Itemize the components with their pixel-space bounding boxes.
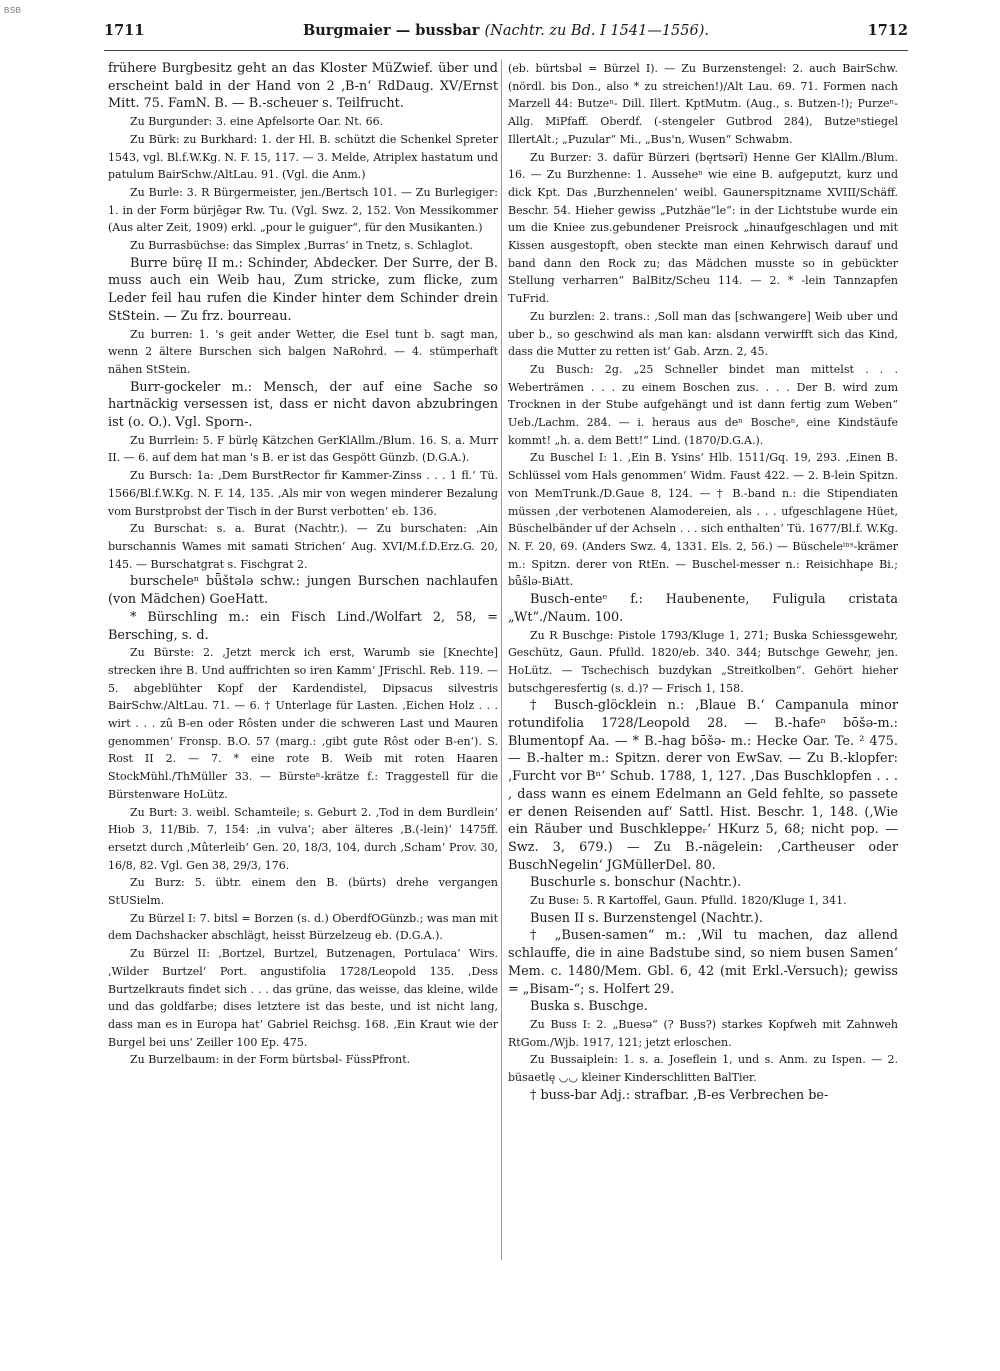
dictionary-entry: Zu Burrlein: 5. F bürlę Kätzchen GerKlAllm./Blum. 16. S. a. Murr II. — 6. auf dem hat man 's B. er ist das Gespött Günzb. (D.G.A.). bbox=[108, 433, 498, 465]
library-stamp: BSB bbox=[4, 6, 22, 15]
dictionary-entry: Zu Bürste: 2. ‚Jetzt merck ich erst, Warumb sie [Knechte] strecken ihre B. Und auffrichten so iren Kamm‘ JFrischl. Reb. 119. — 5. abgeblühter Kopf der Kardendistel, Dipsacus silvestris BairSchw./AltLau. 71. — 6. † Unterlage für Lasten. ‚Eichen Holz . . . wirt . . . zû B-en oder Rôsten under die schweren Last und Mauren genommen‘ Fronsp. B.O. 57 (marg.: ‚gibt gute Rôst oder B-en‘). S. Rost II 2. — 7. * eine rote B. Weib mit roten Haaren StockMühl./ThMüller 33. — Bürsteⁿ-krätze f.: Traggestell für die Bürstenware HoLütz. bbox=[108, 646, 498, 801]
column-divider bbox=[501, 60, 502, 1260]
running-title-main: Burgmaier — bussbar bbox=[302, 22, 480, 39]
dictionary-entry: burscheleⁿ bǖštələ schw.: jungen Burschen nachlaufen (von Mädchen) GoeHatt. bbox=[108, 574, 498, 608]
dictionary-entry: Busen II s. Burzenstengel (Nachtr.). bbox=[530, 910, 763, 926]
dictionary-entry: Zu Burt: 3. weibl. Schamteile; s. Geburt 2. ‚Tod in dem Burdlein‘ Hiob 3, 11/Bib. 7, 154: ‚in vulva‘; aber älteres ‚B.(-lein)‘ 1475ff. ersetzt durch ‚Mûterleib‘ Gen. 20, 18/3, 104, durch ‚Scham‘ Prov. 30, 16/8, 82. Vgl. Gen 38, 29/3, 176. bbox=[108, 805, 498, 872]
dictionary-entry: † Busch-glöcklein n.: ‚Blaue B.‘ Campanula minor rotundifolia 1728/Leopold 28. — B.-hafeⁿ bōšə-m.: Blumentopf Aa. — * B.-hag bōšə- m.: Hecke Oar. Te. ² 475. — B.-halter m.: Spitzn. derer von EwSav. — Zu B.-klopfer: ‚Furcht vor Bⁿ‘ Schub. 1788, 1, 127. ‚Das Buschklopfen . . . , dass wann es einem Edelmann an Geld fehlte, so passete er denen Reisenden auf‘ Sattl. Hist. Beschr. 1, 148. (‚Wie ein Räuber und Buschkleppeᵣ‘ HKurz 5, 68; nicht pop. — Swz. 3, 679.) — Zu B.-nägelein: ‚Cartheuser oder BuschNegelin‘ JGMüllerDel. 80. bbox=[508, 698, 898, 873]
dictionary-entry: Zu Burzer: 3. dafür Bürzeri (bęrtsərī) Henne Ger KlAllm./Blum. 16. — Zu Burzhenne: 1. Ausseheⁿ wie eine B. aufgeputzt, kurz und dick Kpt. Das ‚Burzhennelen‘ weibl. Gaunerspitzname XVIII/Schäff. Beschr. 54. Hieher gewiss „Putzhäe“le“: in der Lichtstube wurde ein um die Kniee zus.gebundener Preisrock „hinaufgeschlagen und mit Kissen ausgestopft, oben steckte man einen Kehrwisch darauf und band dann den Rock zu; das Mädchen musste so in gebückter Stellung verharren“ BalBitz/Scheu 114. — 2. * -lein Tannzapfen TuFrid. bbox=[508, 150, 898, 306]
dictionary-entry: Zu Burz: 5. übtr. einem den B. (bürts) drehe vergangen StUSielm. bbox=[108, 876, 498, 908]
dictionary-entry: Burre bürę II m.: Schinder, Abdecker. Der Surre, der B. muss auch ein Weib hau, Zum stricke, zum flicke, zum Leder feil hau rufen die Kinder hinter dem Schinder drein StStein. — Zu frz. bourreau. bbox=[108, 255, 498, 324]
left-column bbox=[108, 60, 498, 1069]
page-number-left: 1711 bbox=[104, 22, 145, 39]
dictionary-entry: Zu Burschat: s. a. Burat (Nachtr.). — Zu burschaten: ‚Ain burschannis Wames mit samati Strichen‘ Aug. XVI/M.f.D.Erz.G. 20, 145. — Burschatgrat s. Fischgrat 2. bbox=[108, 522, 498, 571]
dictionary-entry: Zu Buschel I: 1. ‚Ein B. Ysins‘ Hlb. 1511/Gq. 19, 293. ‚Einen B. Schlüssel vom Hals genommen‘ Widm. Faust 422. — 2. B-lein Spitzn. von MemTrunk./D.Gaue 8, 124. — † B.-band n.: die Stipendiaten müssen ‚der verbotenen Alamodereien, als . . . ufgeschlagene Hüet, Büschelbänder uf der Achseln . . . sich enthalten‘ Tü. 1677/Bl.f. W.Kg. N. F. 20, 69. (Anders Swz. 4, 1331. Els. 2, 56.) — Büscheleⁱⁿˢ-krämer m.: Spitzn. derer von RtEn. — Buschel-messer n.: Reisichhape Bi.; bǖšlə-BiAtt. bbox=[508, 451, 898, 589]
dictionary-entry: (eb. bürtsbəl = Bürzel I). — Zu Burzenstengel: 2. auch BairSchw. (nördl. bis Don., also * zu streichen!)/Alt Lau. 69. 71. Formen nach Marzell 44: Butzeⁿ- Dill. Illert. KptMutm. (Aug., s. Butzen-!); Purzeⁿ- Allg. MiPfaff. Oberdf. (-stengeler Gutbrod 284), Butzeⁿstiegel IllertAlt.; „Puzular“ Mi., „Bus'n, Wusen“ Schwabm. bbox=[508, 62, 898, 146]
dictionary-entry: † „Busen-samen“ m.: ‚Wil tu machen, daz allend schlauffe, die in aine Badstube sind, so niem busen Samen‘ Mem. c. 1480/Mem. Gbl. 6, 42 (mit Erkl.-Versuch); gewiss = „Bisam-“; s. Holfert 29. bbox=[508, 928, 898, 997]
dictionary-entry: Zu Burrasbüchse: das Simplex ‚Burras‘ in Tnetz, s. Schlaglot. bbox=[130, 239, 474, 253]
dictionary-entry: Zu Buss I: 2. „Buesə“ (? Buss?) starkes Kopfweh mit Zahnweh RtGom./Wjb. 1917, 121; jetzt erloschen. bbox=[508, 1017, 898, 1049]
dictionary-entry: † buss-bar Adj.: strafbar. ‚B-es Verbrechen be- bbox=[530, 1087, 829, 1103]
page-header bbox=[104, 22, 908, 46]
dictionary-entry: Zu R Buschge: Pistole 1793/Kluge 1, 271; Buska Schiessgewehr, Geschütz, Gaun. Pfulld. 1820/eb. 340. 344; Butschge Gewehr, jen. HoLütz. — Tschechisch buzdykan „Streitkolben“. Gehört hieher butschgeresfertig (s. d.)? — Frisch 1, 158. bbox=[508, 628, 898, 695]
header-rule bbox=[104, 50, 908, 51]
dictionary-entry: Zu Bussaiplein: 1. s. a. Joseflein 1, und s. Anm. zu Ispen. — 2. büsaetlę ◡◡ kleiner Kinderschlitten BalTier. bbox=[508, 1053, 898, 1085]
running-title bbox=[303, 22, 709, 39]
dictionary-entry: * Bürschling m.: ein Fisch Lind./Wolfart 2, 58, = Bersching, s. d. bbox=[108, 609, 498, 643]
right-column bbox=[508, 60, 898, 1104]
dictionary-entry: Burr-gockeler m.: Mensch, der auf eine Sache so hartnäckig versessen ist, dass er nicht davon abzubringen ist (o. O.). Vgl. Sporn-. bbox=[108, 379, 498, 431]
dictionary-entry: Zu Buse: 5. R Kartoffel, Gaun. Pfulld. 1820/Kluge 1, 341. bbox=[530, 894, 847, 908]
dictionary-entry: Zu Burle: 3. R Bürgermeister, jen./Bertsch 101. — Zu Burlegiger: 1. in der Form bürjēgər Rw. Tu. (Vgl. Swz. 2, 152. Von Messikommer (Aus alter Zeit, 1909) erkl. „pour le guiguer“, für den Musikanten.) bbox=[108, 185, 498, 235]
dictionary-entry: Zu burren: 1. 's geit ander Wetter, die Esel tunt b. sagt man, wenn 2 ältere Burschen sich balgen NaRohrd. — 4. stümperhaft nähen StStein. bbox=[108, 327, 498, 376]
dictionary-entry: Zu Burgunder: 3. eine Apfelsorte Oar. Nt. 66. bbox=[130, 115, 384, 129]
dictionary-entry: Zu Bürzel I: 7. bitsl = Borzen (s. d.) OberdfOGünzb.; was man mit dem Dachshacker abschlägt, heisst Bürzelzeug eb. (D.G.A.). bbox=[108, 911, 498, 943]
dictionary-entry: Zu Bürzel II: ‚Bortzel, Burtzel, Butzenagen, Portulaca‘ Wirs. ‚Wilder Burtzel‘ Port. angustifolia 1728/Leopold 135. ‚Dess Burtzelkrauts findet sich . . . das grüne, das weisse, das kleine, wilde und das goldfarbe; dises letztere ist das beste, und ist nicht lang, dass man es in Europa hat‘ Gabriel Reichsg. 168. ‚Ein Kraut wie der Burgel bei uns‘ Zeiller 100 Ep. 475. bbox=[108, 947, 498, 1049]
page-number-right: 1712 bbox=[867, 22, 908, 39]
dictionary-entry: frühere Burgbesitz geht an das Kloster MüZwief. über und erscheint bald in der Hand von 2 ‚B-n‘ RdDaug. XV/Ernst Mitt. 75. FamN. B. — B.-scheuer s. Teilfrucht. bbox=[108, 61, 498, 112]
dictionary-entry: Zu Bursch: 1a: ‚Dem BurstRector fir Kammer-Zinss . . . 1 fl.‘ Tü. 1566/Bl.f.W.Kg. N. F. 14, 135. ‚Als mir von wegen minderer Bezalung vom Burstprobst der Tisch in der Burst verbotten‘ eb. 136. bbox=[108, 469, 498, 518]
running-title-subtitle: (Nachtr. zu Bd. I 1541—1556). bbox=[484, 23, 709, 39]
dictionary-entry: Zu burzlen: 2. trans.: ‚Soll man das [schwangere] Weib uber und uber b., so geschwind als man kan: alsdann verwirfft sich das Kind, dass die Mutter zu retten ist‘ Gab. Arzn. 2, 45. bbox=[508, 309, 898, 359]
dictionary-entry: Zu Burzelbaum: in der Form bürtsbəl- FüssPfront. bbox=[130, 1053, 411, 1067]
dictionary-entry: Buska s. Buschge. bbox=[530, 999, 648, 1015]
dictionary-entry: Zu Busch: 2g. „25 Schneller bindet man mittelst . . . Weberträmen . . . zu einem Boschen zus. . . . Der B. wird zum Trocknen in der Stube aufgehängt und ist dann fertig zum Weben“ Ueb./Lachm. 284. — i. heraus aus deⁿ Boscheⁿ, eine Kindstäufe kommt! „h. a. dem Bett!“ Lind. (1870/D.G.A.). bbox=[508, 362, 898, 447]
dictionary-entry: Buschurle s. bonschur (Nachtr.). bbox=[530, 875, 742, 891]
dictionary-entry: Busch-enteᵉ f.: Haubenente, Fuligula cristata „Wt“./Naum. 100. bbox=[508, 592, 898, 625]
dictionary-entry: Zu Bürk: zu Burkhard: 1. der Hl. B. schützt die Schenkel Spreter 1543, vgl. Bl.f.W.Kg. N. F. 15, 117. — 3. Melde, Atriplex hastatum und patulum BairSchw./AltLau. 91. (Vgl. die Anm.) bbox=[108, 132, 498, 182]
